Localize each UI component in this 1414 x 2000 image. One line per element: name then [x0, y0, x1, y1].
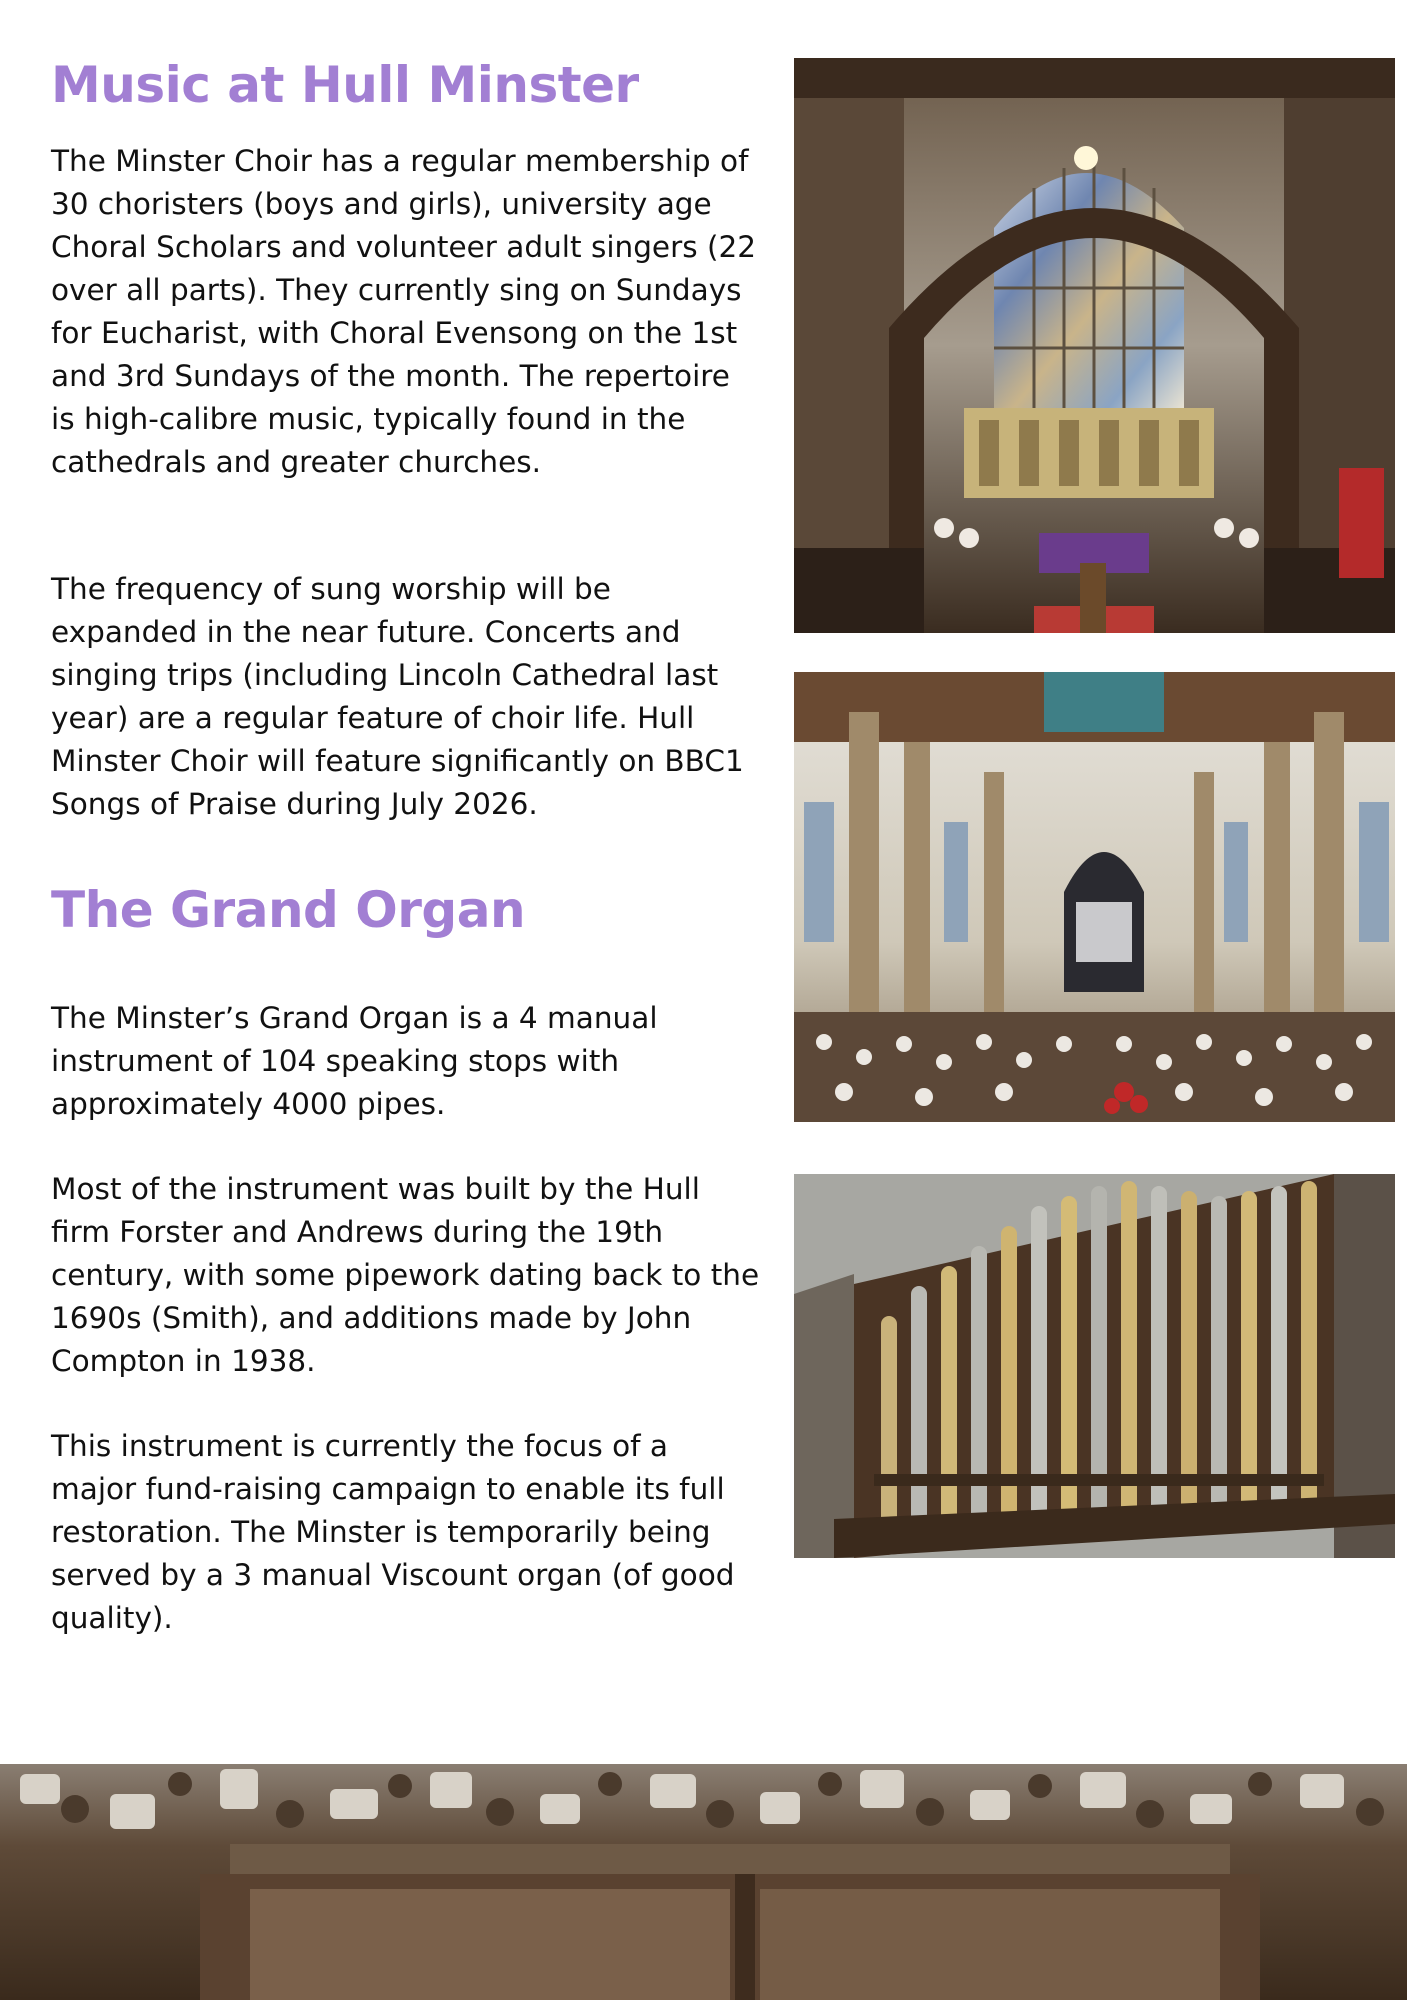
music-paragraph-1: The Minster Choir has a regular membership of 30 choristers (boys and girls), university age Choral Scholars and volunteer adult singers (22 over all parts). They currently sing on Sundays for Eucharist, with Choral Evensong on the 1st and 3rd Sundays of the month. The repertoire is high-calibre music, typically found in the cathedrals and greater churches.: [51, 144, 757, 479]
organ-paragraph-2: Most of the instrument was built by the Hull firm Forster and Andrews during the 19th century, with some pipework dating back to the 1690s (Smith), and additions made by John Compton in 1938.: [51, 1172, 760, 1378]
nave-concert-photo: [794, 672, 1395, 1122]
organ-heading: The Grand Organ: [51, 881, 526, 939]
music-heading: Music at Hull Minster: [51, 56, 639, 114]
organ-pipes-photo: [794, 1174, 1395, 1558]
organ-paragraph-3: This instrument is currently the focus of a major fund-raising campaign to enable its full restoration. The Minster is temporarily being served by a 3 manual Viscount organ (of good quality).: [51, 1429, 735, 1635]
music-paragraph-2: The frequency of sung worship will be expanded in the near future. Concerts and singing trips (including Lincoln Cathedral last year) are a regular feature of choir life. Hull Minster Choir will feature significantly on BBC1 Songs of Praise during July 2026.: [51, 572, 744, 821]
chancel-photo: [794, 58, 1395, 633]
organ-interior-banner: [0, 1764, 1407, 2000]
organ-paragraph-1: The Minster’s Grand Organ is a 4 manual instrument of 104 speaking stops with approximately 4000 pipes.: [51, 1001, 658, 1121]
